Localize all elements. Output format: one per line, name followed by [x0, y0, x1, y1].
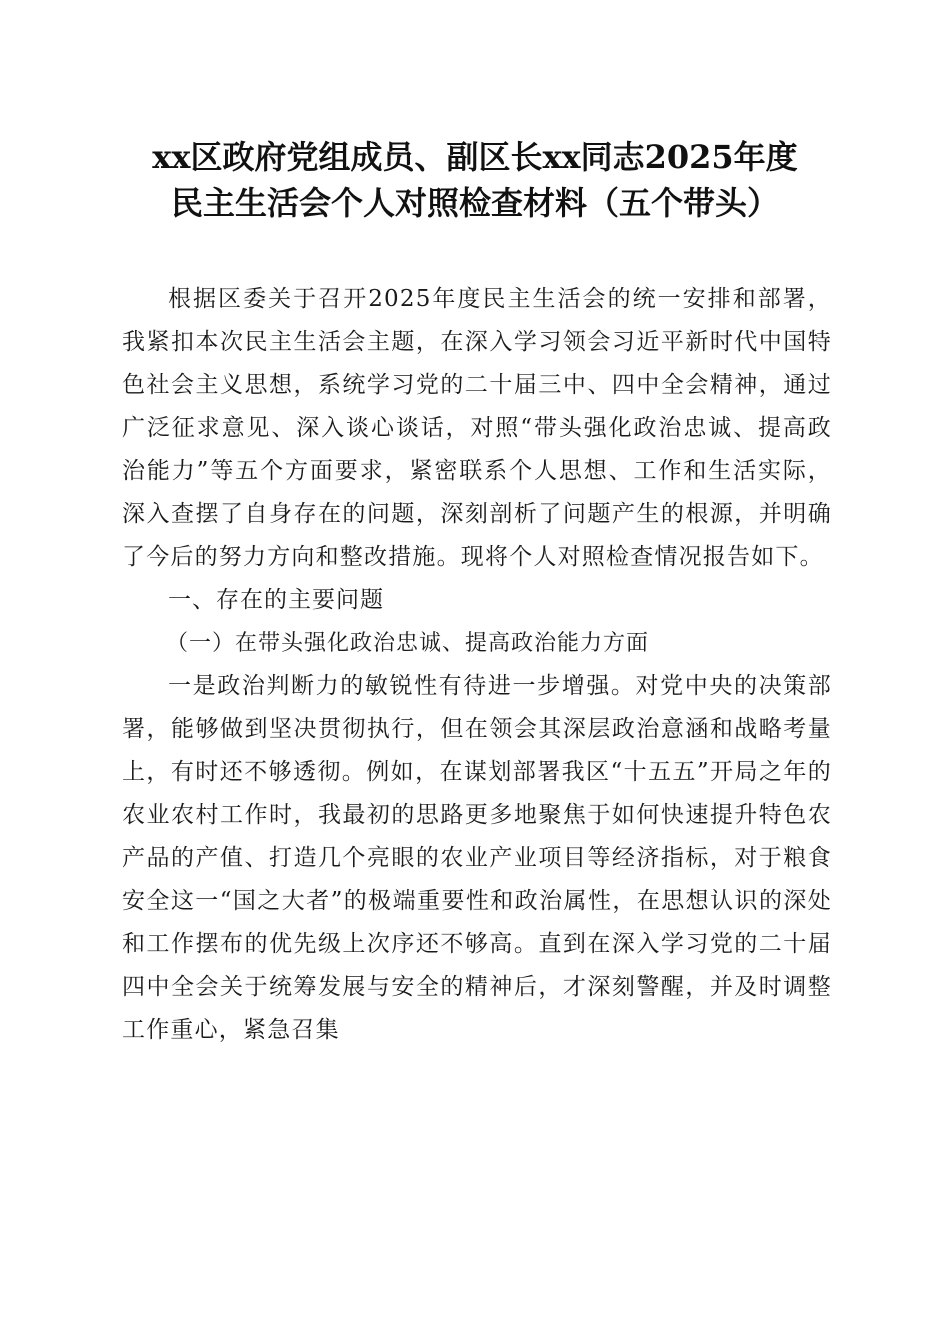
document-title-line1: xx区政府党组成员、副区长xx同志2025年度: [152, 138, 798, 176]
document-body: [122, 278, 832, 1052]
section-heading: 一、存在的主要问题: [168, 587, 384, 613]
point-paragraph: [122, 665, 832, 1052]
subsection-heading: （一）在带头强化政治忠诚、提高政治能力方面: [166, 631, 650, 656]
point-lead-sentence: 一是政治判断力的敏锐性有待进一步增强。: [168, 673, 636, 699]
intro-paragraph: 根据区委关于召开2025年度民主生活会的统一安排和部署，我紧扣本次民主生活会主题，在深入学习领会习近平新时代中国特色社会主义思想，系统学习党的二十届三中、四中全会精神，通过广泛征求意见、深入谈心谈话，对照“带头强化政治忠诚、提高政治能力”等五个方面要求，紧密联系个人思想、工作和生活实际，深入查摆了自身存在的问题，深刻剖析了问题产生的根源，并明确了今后的努力方向和整改措施。现将个人对照检查情况报告如下。: [122, 286, 832, 570]
document-title-line2: 民主生活会个人对照检查材料（五个带头）: [170, 184, 779, 222]
point-body-text: 对党中央的决策部署，能够做到坚决贯彻执行，但在领会其深层政治意涵和战略考量上，有时还不够透彻。例如，在谋划部署我区“十五五”开局之年的农业农村工作时，我最初的思路更多地聚焦于如何快速提升特色农产品的产值、打造几个亮眼的农业产业项目等经济指标，对于粮食安全这一“国之大者”的极端重要性和政治属性，在思想认识的深处和工作摆布的优先级上次序还不够高。直到在深入学习党的二十届四中全会关于统筹发展与安全的精神后，才深刻警醒，并及时调整工作重心，紧急召集: [122, 673, 832, 1043]
